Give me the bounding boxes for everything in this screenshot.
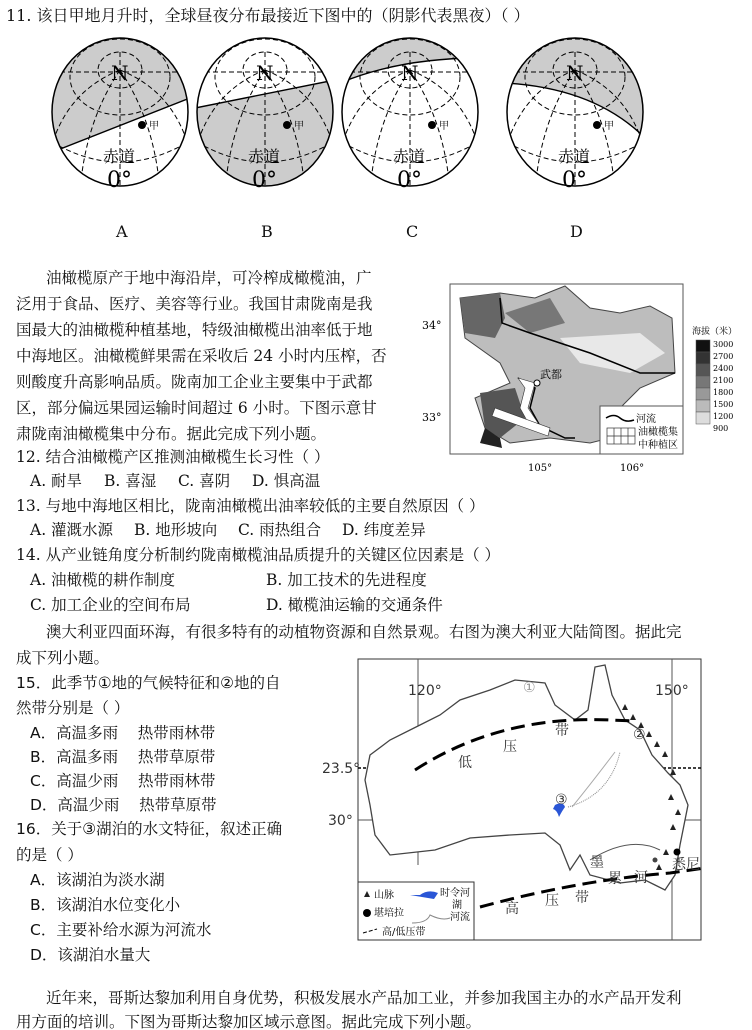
point-label: 甲 [149,121,159,132]
lon-label: 106° [620,463,645,474]
option[interactable]: D. 纬度差异 [342,521,426,539]
option[interactable]: C．高温少雨 热带雨林带 [30,772,216,790]
elevation-swatch [696,364,710,376]
lat-label: 23.5° [322,761,361,777]
elevation-value: 2100 [713,376,734,385]
option[interactable]: A. 油橄榄的耕作制度 [30,571,176,589]
legend-zone: 油橄榄集 [638,427,678,438]
option[interactable]: B. 喜湿 [104,472,157,490]
globe-a [45,32,195,192]
australia-map [322,655,752,945]
legend-river: 河流 [636,414,656,425]
lon-label: 150° [655,683,689,699]
q13-stem: 13. 与地中海地区相比，陇南油橄榄出油率较低的主要自然原因（ ） [16,497,485,515]
city-label: 武都 [540,368,562,381]
passage-line: 肃陇南油橄榄集中分布。据此完成下列小题。 [16,425,327,443]
elevation-value: 900 [713,424,729,433]
globe-b [190,32,340,192]
option-d-label: D [570,222,583,241]
point-jia-icon [138,121,146,129]
point-jia-icon [283,121,291,129]
north-pole-label: N [566,61,584,85]
north-pole-label: N [111,61,129,85]
passage-line: 澳大利亚四面环海，有很多特有的动植物资源和自然景观。右图为澳大利亚大陆简图。据此完 [46,623,682,641]
legend-seasonal-river: 时令河 [440,888,470,899]
belt-char: 带 [575,890,589,906]
option[interactable]: D．该湖泊水量大 [30,946,151,964]
elevation-legend [696,340,733,433]
legend-mountain: 山脉 [374,890,394,901]
option[interactable]: D. 惧高温 [252,472,321,490]
passage-line: 中海地区。油橄榄鲜果需在采收后 24 小时内压榨，否 [16,347,387,365]
belt-char: 低 [458,755,472,771]
elevation-value: 1200 [713,412,734,421]
lat-label: 34° [422,319,442,332]
option[interactable]: B. 地形坡向 [134,521,218,539]
elevation-value: 1800 [713,388,734,397]
equator-label: 赤道 [558,147,591,166]
elevation-swatch [696,400,710,412]
north-pole-label: N [401,61,419,85]
option[interactable]: B．该湖泊水位变化小 [30,896,181,914]
marker-2: ② [633,727,646,743]
q15-stem: 15．此季节①地的气候特征和②地的自 [16,674,281,692]
marker-3: ③ [555,792,568,808]
point-jia-icon [428,121,436,129]
marker-1: ① [523,680,536,696]
elevation-value: 2400 [713,364,734,373]
legend-pressure-belt: 高/低压带 [382,927,426,938]
point-jia-icon [593,121,601,129]
option[interactable]: A. 灌溉水源 [30,521,114,539]
lon-label: 120° [408,683,442,699]
north-pole-label: N [256,61,274,85]
legend-lake: 湖 [452,900,462,911]
q16-stem: 的是（ ） [16,846,83,864]
option[interactable]: C. 雨热组合 [238,521,322,539]
option[interactable]: A. 耐旱 [30,472,83,490]
elevation-value: 2700 [713,352,734,361]
option[interactable]: C. 喜阴 [178,472,231,490]
longitude-label: 0° [107,168,132,193]
legend-river: 河流 [450,912,470,923]
lat-label: 33° [422,411,442,424]
elevation-value: 1500 [713,400,734,409]
lon-label: 105° [528,463,553,474]
passage-line: 油橄榄原产于地中海沿岸，可冷榨成橄榄油，广 [46,269,372,287]
option[interactable]: C．主要补给水源为河流水 [30,921,212,939]
longitude-label: 0° [397,168,422,193]
option[interactable]: A．高温多雨 热带雨林带 [30,724,216,742]
passage-line: 则酸度升高影响品质。陇南加工企业主要集中于武都 [16,373,373,391]
point-label: 甲 [604,121,614,132]
longnan-map [422,278,752,478]
elevation-swatch [696,352,710,364]
q14-stem: 14. 从产业链角度分析制约陇南橄榄油品质提升的关键区位因素是（ ） [16,546,501,564]
lat-label: 30° [328,813,353,829]
point-label: 甲 [294,121,304,132]
passage-line: 国最大的油橄榄种植基地，特级油橄榄出油率低于地 [16,321,373,339]
belt-char: 高 [505,901,519,917]
equator-label: 赤道 [248,147,281,166]
passage-line: 用方面的培训。下图为哥斯达黎加区域示意图。据此完成下列小题。 [16,1013,482,1030]
equator-label: 赤道 [393,147,426,166]
elevation-swatch [696,376,710,388]
q12-stem: 12. 结合油橄榄产区推测油橄榄生长习性（ ） [16,448,330,466]
q12-options [30,471,320,491]
elevation-value: 3000 [713,340,734,349]
belt-char: 压 [545,893,559,909]
legend-zone: 中种植区 [638,440,678,451]
passage-line: 泛用于食品、医疗、美容等行业。我国甘肃陇南是我 [16,295,373,313]
passage-line: 区，部分偏远果园运输时间超过 6 小时。下图示意甘 [16,399,377,417]
river-char: 累 [608,871,622,887]
option[interactable]: D. 橄榄油运输的交通条件 [266,596,443,614]
point-label: 甲 [439,121,449,132]
city-label: 悉尼 [672,857,700,873]
longitude-label: 0° [252,168,277,193]
option-c-label: C [406,222,419,241]
longitude-label: 0° [562,168,587,193]
river-char: 河 [634,870,648,886]
legend-canberra: 堪培拉 [374,908,404,919]
elevation-swatch [696,412,710,424]
option-a-label: A [116,222,128,241]
globe-d [500,32,650,192]
globe-c [335,32,485,192]
option[interactable]: C. 加工企业的空间布局 [30,596,191,614]
elevation-swatch [696,340,710,352]
elevation-swatch [696,388,710,400]
equator-label: 赤道 [103,147,136,166]
passage-line: 近年来，哥斯达黎加利用自身优势，积极发展水产品加工业，并参加我国主办的水产品开发利 [46,989,682,1007]
option[interactable]: D．高温少雨 热带草原带 [30,796,217,814]
belt-char: 带 [555,723,569,739]
q11-stem: 11. 该日甲地月升时，全球昼夜分布最接近下图中的（阴影代表黑夜）（ ） [6,6,530,25]
q16-stem: 16．关于③湖泊的水文特征，叙述正确 [16,820,283,838]
q15-stem: 然带分别是（ ） [16,699,130,717]
river-char: 墨 [590,855,604,871]
option[interactable]: A．该湖泊为淡水湖 [30,871,165,889]
option[interactable]: B．高温多雨 热带草原带 [30,748,216,766]
q13-options [30,520,426,540]
option-b-label: B [261,222,273,241]
option[interactable]: B. 加工技术的先进程度 [266,571,427,589]
belt-char: 压 [503,739,517,755]
legend-title: 海拔（米） [692,327,738,337]
passage-line: 成下列小题。 [16,649,110,667]
